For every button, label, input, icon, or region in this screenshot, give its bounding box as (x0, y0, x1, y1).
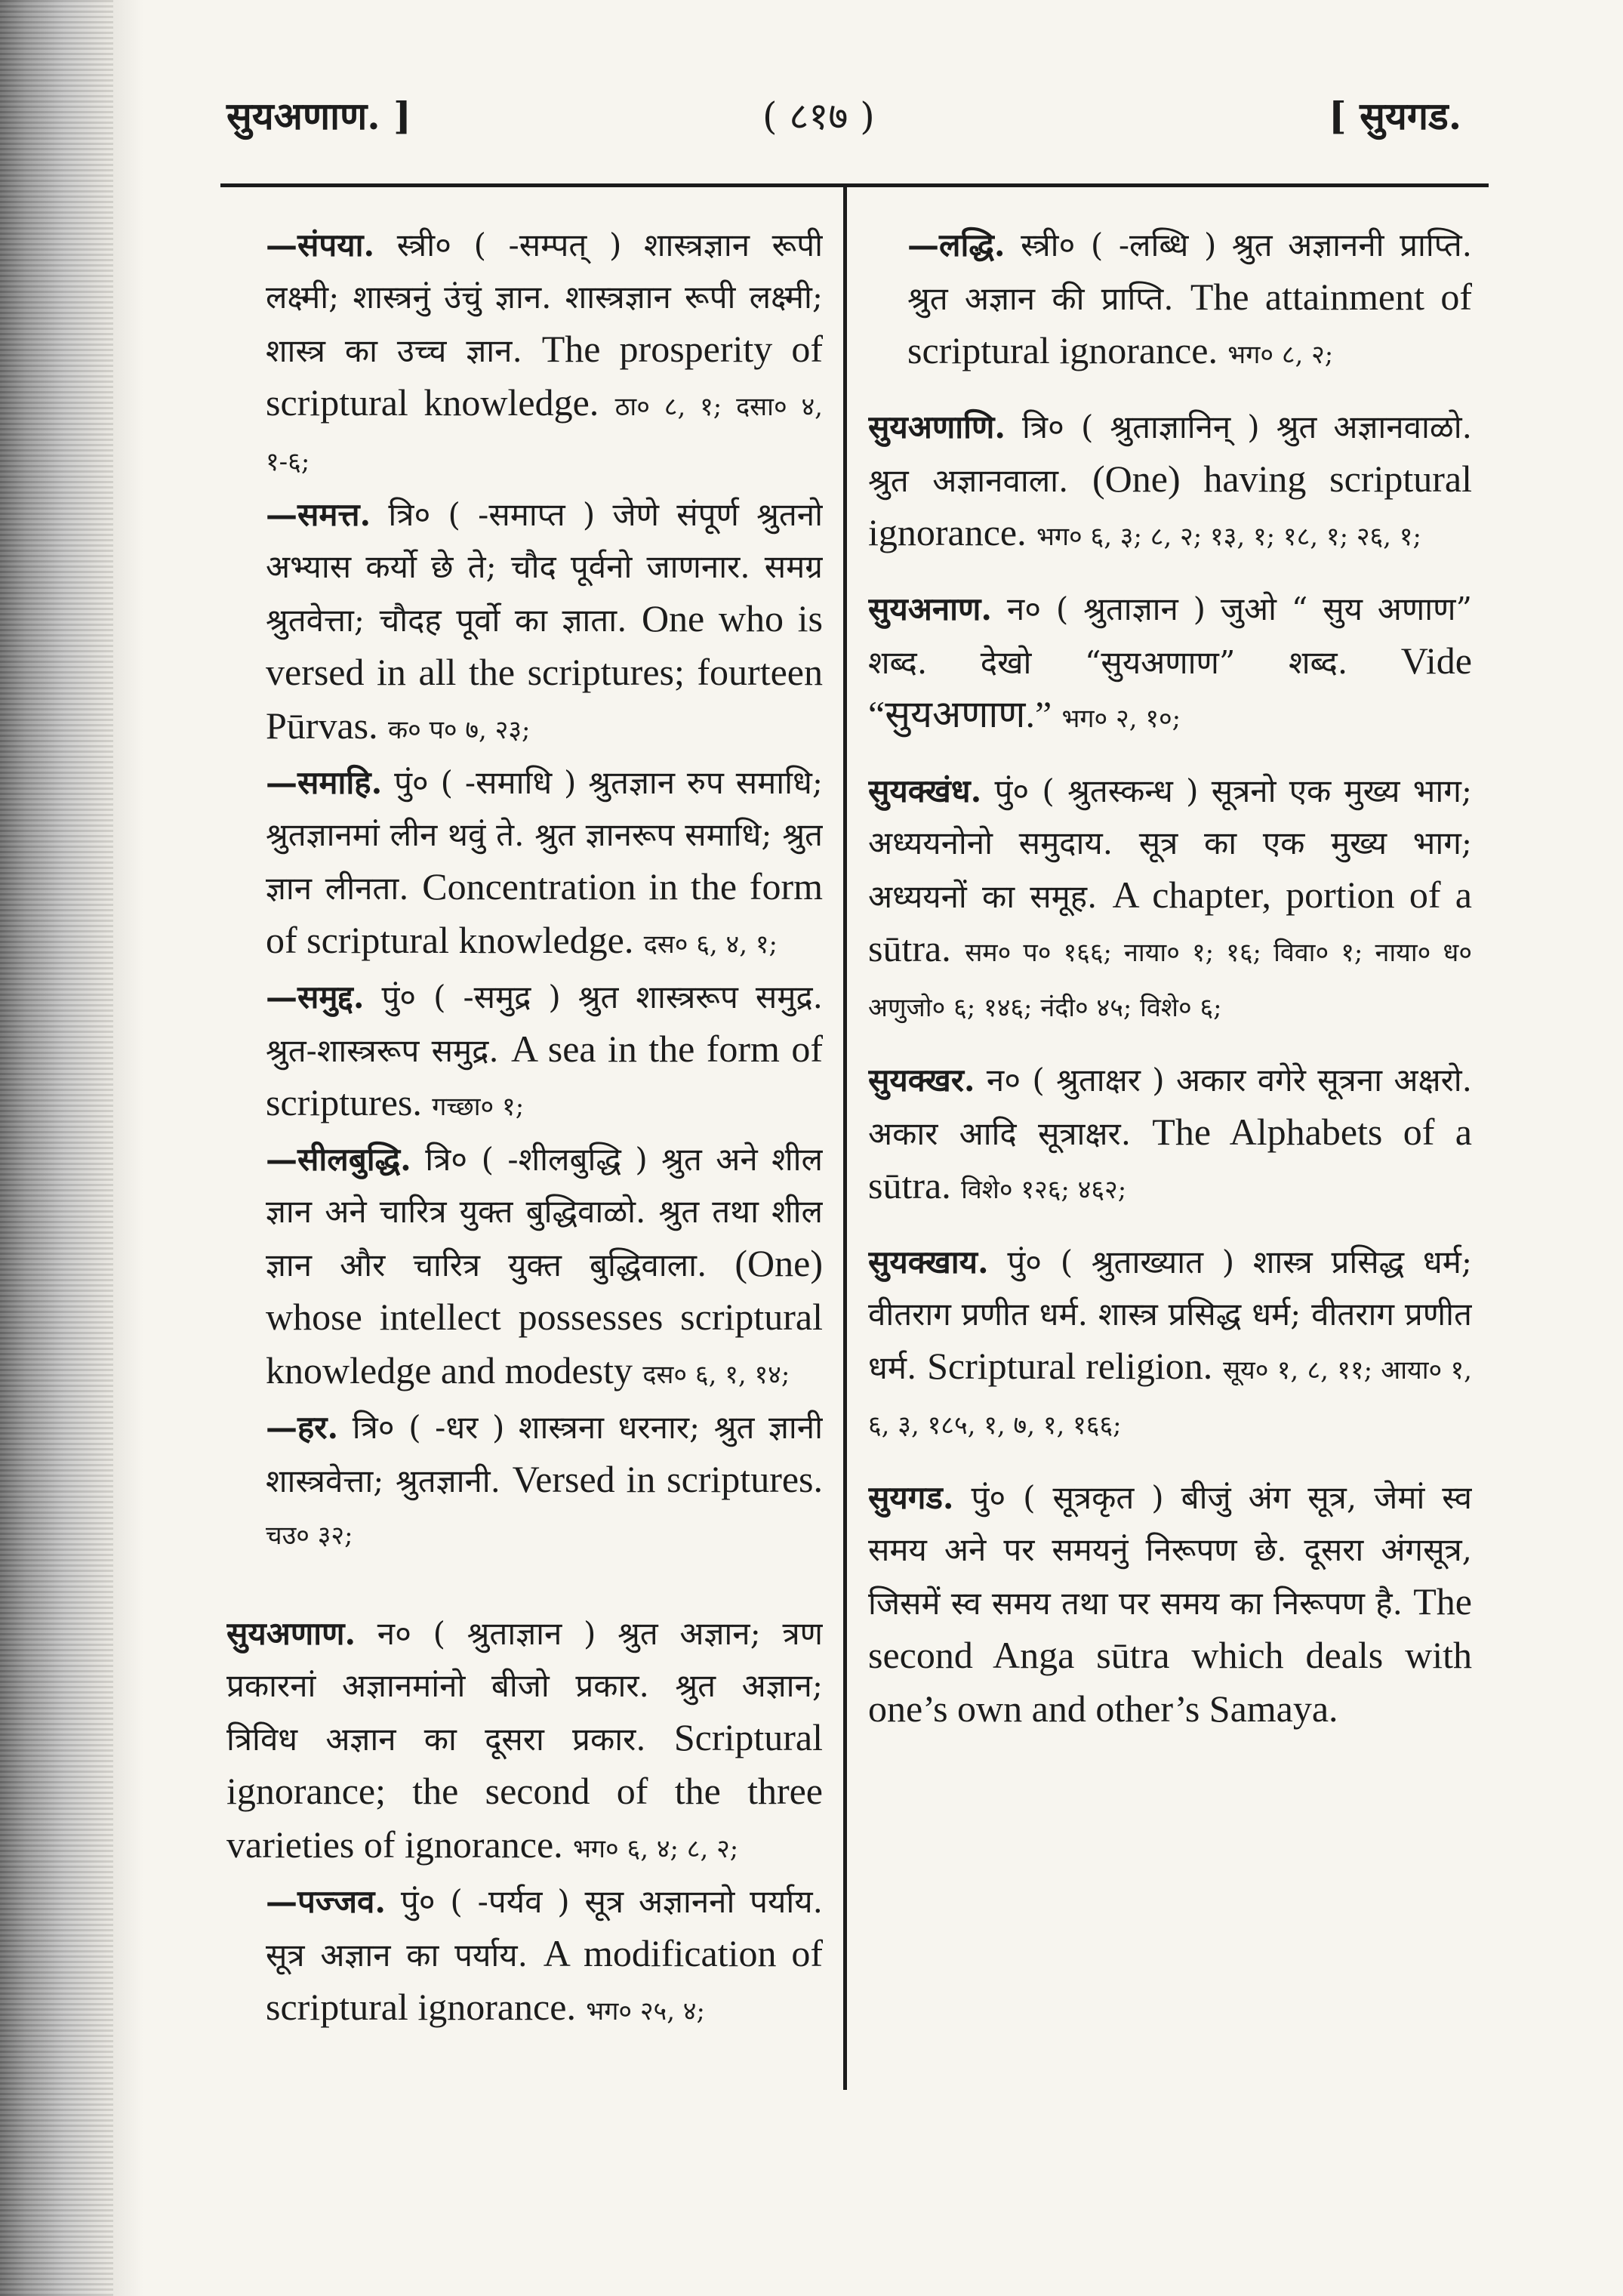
column-divider (843, 187, 847, 2090)
running-head-left: सुयअणाण. ] (226, 94, 411, 138)
dictionary-entry: —लद्धि. स्त्री० ( -लब्धि ) श्रुत अज्ञाननी प्राप्ति. श्रुत अज्ञान की प्राप्ति. The attainment of scriptural ignorance. भग० ८, २; (907, 227, 1472, 371)
dictionary-entry: सुयअणाणि. त्रि० ( श्रुताज्ञानिन् ) श्रुत अज्ञानवाळो. श्रुत अज्ञानवाला. (One) having scriptural ignorance. भग० ६, ३; ८, २; १३, १; १८, १; २६, १; (868, 408, 1472, 553)
dictionary-entry: —समाहि. पुं० ( -समाधि ) श्रुतज्ञान रुप समाधि; श्रुतज्ञानमां लीन थवुं ते. श्रुत ज्ञानरूप समाधि; श्रुत ज्ञान लीनता. Concentration in the form of scriptural knowledge. दस० ६, ४, १; (266, 764, 823, 961)
dictionary-entry: सुयक्खंध. पुं० ( श्रुतस्कन्ध ) सूत्रनो एक मुख्य भाग; अध्ययनोनो समुदाय. सूत्र का एक मुख्य भाग; अध्ययनों का समूह. A chapter, portion of a sūtra. सम० प० १६६; नाया० १; १६; विवा० १; नाया० ध० अणुजो० ६; १४६; नंदी० ४५; विशे० ६; (868, 772, 1472, 1023)
dictionary-entry: सुयक्खाय. पुं० ( श्रुताख्यात ) शास्त्र प्रसिद्ध धर्म; वीतराग प्रणीत धर्म. शास्त्र प्रसिद्ध धर्म; वीतराग प्रणीत धर्म. Scriptural religion. सूय० १, ८, ११; आया० १, ६, ३, १८५, १, ७, १, १६६; (868, 1244, 1472, 1441)
dictionary-entry: सुयअनाण. न० ( श्रुताज्ञान ) जुओ “ सुय अणाण” शब्द. देखो “सुयअणाण” शब्द. Vide “सुयअणाण.” भग० २, १०; (868, 590, 1472, 735)
dictionary-entry: —समत्त. त्रि० ( -समाप्त ) जेणे संपूर्ण श्रुतनो अभ्यास कर्यो छे ते; चौद पूर्वनो जाणनार. समग्र श्रुतवेत्ता; चौदह पूर्वो का ज्ञाता. One who is versed in all the scriptures; fourteen Pūrvas. क० प० ७, २३; (266, 496, 823, 747)
dictionary-entry: सुयगड. पुं० ( सूत्रकृत ) बीजुं अंग सूत्र, जेमां स्व समय अने पर समयनुं निरूपण छे. दूसरा अंगसूत्र, जिसमें स्व समय तथा पर समय का निरूपण है. The second Anga sūtra which deals with one’s own and other’s Samaya. (868, 1479, 1472, 1730)
right-column (868, 219, 1472, 2220)
dictionary-entry: —हर. त्रि० ( -धर ) शास्त्रना धरनार; श्रुत ज्ञानी शास्त्रवेत्ता; श्रुतज्ञानी. Versed in scriptures. चउ० ३२; (266, 1409, 823, 1551)
dictionary-entry: —संपया. स्त्री० ( -सम्पत् ) शास्त्रज्ञान रूपी लक्ष्मी; शास्त्रनुं उंचुं ज्ञान. शास्त्रज्ञान रूपी लक्ष्मी; शास्त्र का उच्च ज्ञान. The prosperity of scriptural knowledge. ठा० ८, १; दसा० ४, १-६; (266, 227, 823, 477)
dictionary-entry: —पज्जव. पुं० ( -पर्यव ) सूत्र अज्ञाननो पर्याय. सूत्र अज्ञान का पर्याय. A modification of scriptural ignorance. भग० २५, ४; (266, 1883, 823, 2028)
running-head-right: [ सुयगड. (1329, 94, 1462, 138)
dictionary-entry: सुयक्खर. न० ( श्रुताक्षर ) अकार वगेरे सूत्रना अक्षरो. अकार आदि सूत्राक्षर. The Alphabets of a sūtra. विशे० १२६; ४६२; (868, 1062, 1472, 1207)
page-number: ( ८१७ ) (762, 94, 875, 138)
dictionary-entry: —सीलबुद्धि. त्रि० ( -शीलबुद्धि ) श्रुत अने शील ज्ञान अने चारित्र युक्त बुद्धिवाळो. श्रुत तथा शील ज्ञान और चारित्र युक्त बुद्धिवाला. (One) whose intellect possesses scriptural knowledge and modesty दस० ६, १, १४; (266, 1141, 823, 1391)
left-column (226, 219, 823, 2257)
dictionary-entry: —समुद्द. पुं० ( -समुद्र ) श्रुत शास्त्ररूप समुद्र. श्रुत-शास्त्ररूप समुद्र. A sea in the form of scriptures. गच्छा० १; (266, 978, 823, 1123)
dictionary-entry: सुयअणाण. न० ( श्रुताज्ञान ) श्रुत अज्ञान; त्रण प्रकारनां अज्ञानमांनो बीजो प्रकार. श्रुत अज्ञान; त्रिविध अज्ञान का दूसरा प्रकार. Scriptural ignorance; the second of the three varieties of ignorance. भग० ६, ४; ८, २; (226, 1615, 823, 1866)
page-edge-grain (0, 0, 113, 2296)
header-rule (220, 183, 1489, 187)
